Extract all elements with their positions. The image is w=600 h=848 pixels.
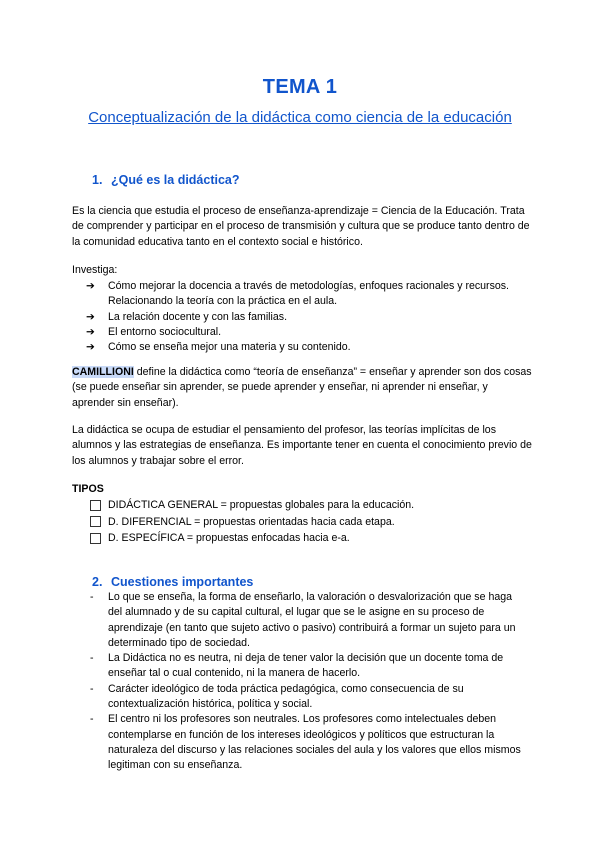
camillioni-paragraph: CAMILLIONI define la didáctica como “teoría de enseñanza” = enseñar y aprender son dos cosas (se puede enseñar sin aprender, se puede aprender y enseñar, ni aprender ni enseñar, y aprender sin enseñar).: [72, 366, 532, 409]
checkbox-icon[interactable]: [90, 516, 101, 527]
tipos-label: TIPOS: [72, 483, 104, 495]
checkbox-icon[interactable]: [90, 500, 101, 511]
arrow-icon: ➔: [86, 325, 95, 338]
list-item: ➔ El entorno sociocultural.: [72, 325, 532, 340]
camillioni-highlight: CAMILLIONI: [72, 366, 134, 378]
document-title: TEMA 1: [262, 76, 338, 98]
section-2-heading: [92, 575, 253, 589]
arrow-icon: ➔: [86, 280, 95, 292]
list-item: - El centro ni los profesores son neutrales. Los profesores como intelectuales deben contemplarse en función de los intereses ideológicos y políticos que estructuran la naturaleza del discurso y las relaciones sociales del aula y los valores que ellos mismos legitiman con su enseñanza.: [90, 713, 521, 772]
arrow-icon: ➔: [86, 341, 95, 354]
section-1-title: ¿Qué es la didáctica?: [111, 173, 240, 187]
list-item: ➔ Cómo mejorar la docencia a través de metodologías, enfoques racionales y recursos. Relacionando la teoría con la práctica en el aula.: [86, 280, 510, 308]
list-item: ➔ Cómo se enseña mejor una materia y su contenido.: [72, 340, 532, 355]
list-item: ➔ La relación docente y con las familias.: [72, 310, 532, 325]
list-item: - La Didáctica no es neutra, ni deja de tener valor la decisión que un docente toma de enseñar tal o cual contenido, ni la manera de hacerlo.: [90, 652, 504, 680]
section-2-title: Cuestiones importantes: [111, 575, 254, 589]
list-item: - Lo que se enseña, la forma de enseñarlo, la valoración o desvalorización que se haga del alumnado y de su capital cultural, el lugar que se le asigne en su proceso de aprendizaje (en tanto que sujeto activo o pasivo) contribuirá a formar un sujeto para un determinado tipo de sociedad.: [90, 591, 516, 649]
arrow-icon: ➔: [86, 310, 95, 323]
list-item: D. DIFERENCIAL = propuestas orientadas hacia cada etapa.: [90, 514, 414, 531]
investiga-list: [72, 279, 532, 355]
intro-paragraph: Es la ciencia que estudia el proceso de enseñanza-aprendizaje = Ciencia de la Educación. Trata de comprender y participar en el proceso de transmisión y cultura que se produce tanto dentro de la comunidad educativa tanto en el contexto social e histórico.: [72, 205, 530, 248]
tipos-checklist: [90, 497, 414, 547]
section-2-number: 2.: [92, 575, 103, 589]
investiga-label: Investiga:: [72, 264, 118, 276]
didactica-paragraph: La didáctica se ocupa de estudiar el pensamiento del profesor, las teorías implícitas de los alumnos y las estrategias de enseñanza. Es importante tener en cuenta el conocimiento previo de los alumnos y trabajar sobre el error.: [72, 424, 532, 467]
list-item: - Carácter ideológico de toda práctica pedagógica, como consecuencia de su contextualización histórica, política y social.: [90, 682, 464, 711]
list-item: DIDÁCTICA GENERAL = propuestas globales para la educación.: [90, 497, 414, 514]
checkbox-icon[interactable]: [90, 533, 101, 544]
cuestiones-list: [90, 590, 526, 774]
list-item: D. ESPECÍFICA = propuestas enfocadas hacia e-a.: [90, 530, 414, 547]
section-1-heading: [92, 173, 240, 187]
document-subtitle: Conceptualización de la didáctica como ciencia de la educación: [88, 109, 512, 126]
section-1-number: 1.: [92, 173, 103, 187]
